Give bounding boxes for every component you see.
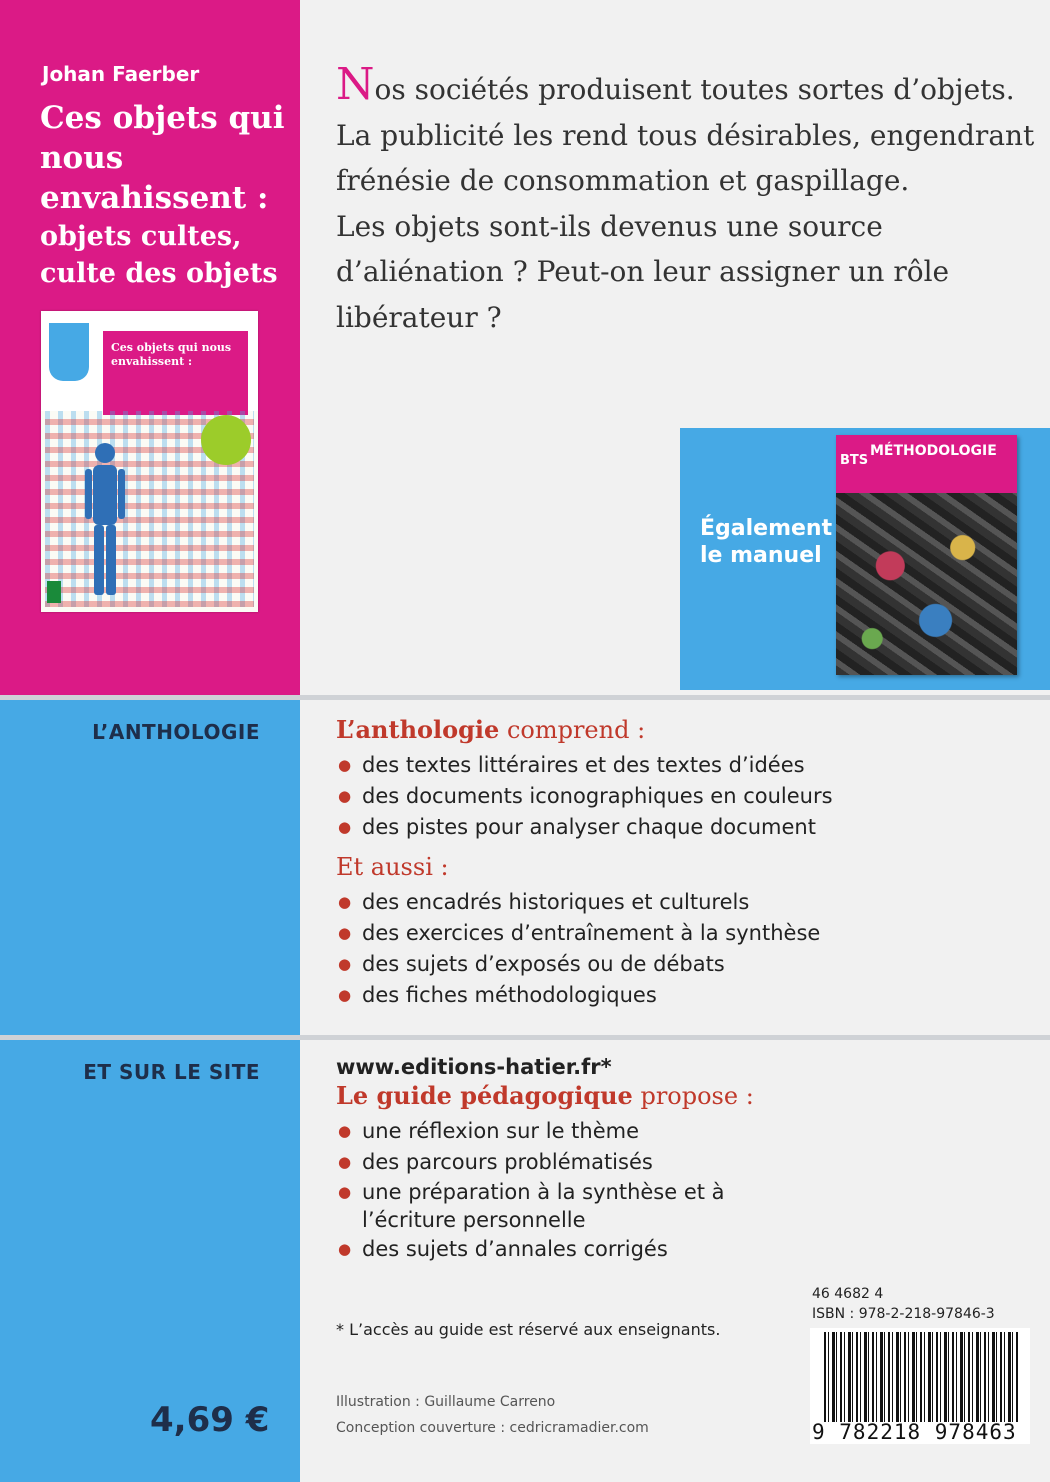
list-item: ● des pistes pour analyser chaque document <box>336 812 1016 843</box>
guide-list <box>336 1116 756 1265</box>
price: 4,69 € <box>150 1400 270 1440</box>
list-item: ● des exercices d’entraînement à la synthèse <box>336 918 1016 949</box>
drop-cap: N <box>336 59 375 110</box>
manual-caption-line1: Également <box>700 516 833 541</box>
isbn: ISBN : 978-2-218-97846-3 <box>812 1306 995 1322</box>
manual-collage <box>836 493 1017 675</box>
book-title-sub: objets cultes, culte des objets <box>40 221 278 289</box>
list-item: ● une préparation à la synthèse et à l’écriture personnelle <box>336 1178 756 1234</box>
intro-paragraph-2: Les objets sont-ils devenus une source d’aliénation ? Peut-on leur assigner un rôle libérateur ? <box>336 209 950 334</box>
list-item: ● des fiches méthodologiques <box>336 980 1016 1011</box>
thumb-title-block <box>103 331 248 415</box>
anthology-heading-bold: L’anthologie <box>336 715 500 744</box>
book-title-main: Ces objets qui nous envahissent : <box>40 100 285 216</box>
manual-caption-line2: le manuel <box>700 543 822 568</box>
color-documents-sticker <box>201 415 251 465</box>
anthology-label-panel <box>0 700 300 1035</box>
anthology-heading <box>336 715 1016 744</box>
intro-text <box>336 59 1036 340</box>
list-item: ● des documents iconographiques en couleurs <box>336 781 1016 812</box>
guide-heading <box>336 1081 1016 1110</box>
human-figure-illustration <box>85 441 125 596</box>
product-code: 46 4682 4 <box>812 1286 884 1302</box>
site-section <box>336 1055 1016 1265</box>
anthology-list <box>336 750 1016 843</box>
also-list <box>336 887 1016 1011</box>
series-badge <box>49 323 89 381</box>
anthology-section <box>336 715 1016 1011</box>
manual-series: BTS <box>840 453 869 468</box>
barcode-digits: 9 782218 978463 <box>812 1420 1017 1444</box>
intro-paragraph-1: os sociétés produisent toutes sortes d’objets. La publicité les rend tous désirables, engendrant frénésie de consommation et gaspillage. <box>336 73 1035 197</box>
also-heading: Et aussi : <box>336 853 449 881</box>
site-label: ET SUR LE SITE <box>83 1060 260 1084</box>
anthology-heading-rest: comprend : <box>499 716 646 744</box>
barcode-bars <box>824 1332 1020 1422</box>
access-note: * L’accès au guide est réservé aux enseignants. <box>336 1320 721 1339</box>
manual-cover-image <box>836 435 1017 675</box>
list-item: ● des sujets d’annales corrigés <box>336 1234 756 1265</box>
list-item: ● des sujets d’exposés ou de débats <box>336 949 1016 980</box>
anthology-label: L’ANTHOLOGIE <box>92 720 260 744</box>
guide-heading-bold: Le guide pédagogique <box>336 1081 633 1110</box>
author-name: Johan Faerber <box>42 62 200 86</box>
barcode <box>810 1328 1030 1444</box>
site-url[interactable]: www.editions-hatier.fr* <box>336 1055 612 1079</box>
manual-title: MÉTHODOLOGIE <box>870 443 997 459</box>
list-item: ● des parcours problématisés <box>336 1147 756 1178</box>
thumb-title: Ces objets qui nous envahissent : <box>111 341 232 368</box>
book-title <box>40 98 290 292</box>
guide-heading-rest: propose : <box>632 1082 754 1110</box>
list-item: ● des textes littéraires et des textes d’idées <box>336 750 1016 781</box>
design-credit: Conception couverture : cedricramadier.com <box>336 1420 649 1436</box>
publisher-logo <box>47 581 61 603</box>
cover-thumbnail <box>41 311 258 612</box>
illustration-credit: Illustration : Guillaume Carreno <box>336 1394 556 1410</box>
list-item: ● une réflexion sur le thème <box>336 1116 756 1147</box>
manual-caption <box>700 515 832 569</box>
list-item: ● des encadrés historiques et culturels <box>336 887 1016 918</box>
